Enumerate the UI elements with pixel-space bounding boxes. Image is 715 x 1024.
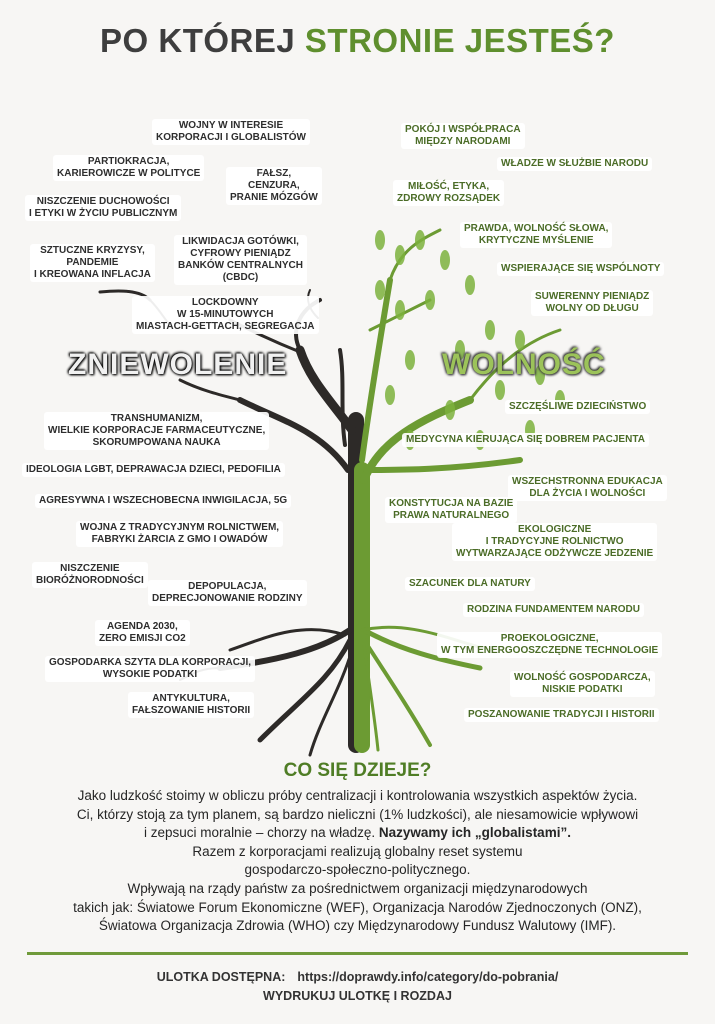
right-item: WŁADZE W SŁUŻBIE NARODU xyxy=(497,157,652,171)
body-line: Razem z korporacjami realizują globalny reset systemu xyxy=(192,843,523,859)
footer-label: ULOTKA DOSTĘPNA: xyxy=(156,970,286,984)
footer-availability xyxy=(0,970,715,984)
right-item: WSPIERAJĄCE SIĘ WSPÓLNOTY xyxy=(497,262,664,276)
body-line: Wpływają na rządy państw za pośrednictwem organizacji międzynarodowych xyxy=(127,880,588,896)
title-part-green: STRONIE JESTEŚ? xyxy=(304,22,615,59)
right-item: RODZINA FUNDAMENTEM NARODU xyxy=(463,603,644,617)
right-item: KONSTYTUCJA NA BAZIE PRAWA NATURALNEGO xyxy=(385,497,517,523)
right-item: MEDYCYNA KIERUJĄCA SIĘ DOBREM PACJENTA xyxy=(402,433,649,447)
left-item: NISZCZENIE DUCHOWOŚCI I ETYKI W ŻYCIU PUBLICZNYM xyxy=(25,195,181,221)
right-item: SZCZĘŚLIWE DZIECIŃSTWO xyxy=(505,400,650,414)
right-item: SZACUNEK DLA NATURY xyxy=(405,577,535,591)
body-line: gospodarczo-społeczno-politycznego. xyxy=(244,862,471,878)
left-item: LOCKDOWNY W 15-MINUTOWYCH MIASTACH-GETTACH, SEGREGACJA xyxy=(132,296,319,334)
left-item: WOJNA Z TRADYCYJNYM ROLNICTWEM, FABRYKI ŻARCIA Z GMO I OWADÓW xyxy=(76,521,283,547)
body-text-run: i zepsuci moralnie – chorzy na władzę. xyxy=(144,825,379,841)
body-paragraph xyxy=(20,787,695,936)
left-item: ANTYKULTURA, FAŁSZOWANIE HISTORII xyxy=(128,692,254,718)
body-line: takich jak: Światowe Forum Ekonomiczne (WEF), Organizacja Narodów Zjednoczonych (ONZ), xyxy=(73,899,642,915)
body-line: Jako ludzkość stoimy w obliczu próby centralizacji i kontrolowania wszystkich aspektów życia. xyxy=(77,788,638,803)
left-item: WOJNY W INTERESIE KORPORACJI I GLOBALISTÓW xyxy=(152,119,310,145)
right-item: WOLNOŚĆ GOSPODARCZA, NISKIE PODATKI xyxy=(510,671,655,697)
left-item: GOSPODARKA SZYTA DLA KORPORACJI, WYSOKIE PODATKI xyxy=(45,656,255,682)
right-item: SUWERENNY PIENIĄDZ WOLNY OD DŁUGU xyxy=(531,290,653,316)
left-item: DEPOPULACJA, DEPRECJONOWANIE RODZINY xyxy=(148,580,307,606)
right-item: PRAWDA, WOLNOŚĆ SŁOWA, KRYTYCZNE MYŚLENIE xyxy=(460,222,612,248)
left-item: AGRESYWNA I WSZECHOBECNA INWIGILACJA, 5G xyxy=(35,494,291,508)
right-item: EKOLOGICZNE I TRADYCYJNE ROLNICTWO WYTWARZAJĄCE ODŻYWCZE JEDZENIE xyxy=(452,523,657,561)
left-item: NISZCZENIE BIORÓŻNORODNOŚCI xyxy=(32,562,148,588)
left-item: AGENDA 2030, ZERO EMISJI CO2 xyxy=(95,620,190,646)
side-label-enslavement: ZNIEWOLENIE xyxy=(68,348,288,381)
left-item: FAŁSZ, CENZURA, PRANIE MÓZGÓW xyxy=(226,167,322,205)
right-item: POSZANOWANIE TRADYCJI I HISTORII xyxy=(464,708,659,722)
right-item: PROEKOLOGICZNE, W TYM ENERGOOSZCZĘDNE TECHNOLOGIE xyxy=(437,632,662,658)
body-emphasis: Nazywamy ich „globalistami”. xyxy=(378,825,571,841)
body-line: Światowa Organizacja Zdrowia (WHO) czy Międzynarodowy Fundusz Walutowy (IMF). xyxy=(98,918,617,934)
title-part-dark: PO KTÓREJ xyxy=(100,22,305,59)
side-label-freedom: WOLNOŚĆ xyxy=(442,348,606,381)
right-item: POKÓJ I WSPÓŁPRACA MIĘDZY NARODAMI xyxy=(401,123,525,149)
left-item: SZTUCZNE KRYZYSY, PANDEMIE I KREOWANA INFLACJA xyxy=(30,244,155,282)
left-item: PARTIOKRACJA, KARIEROWICZE W POLITYCE xyxy=(53,155,204,181)
left-item: LIKWIDACJA GOTÓWKI, CYFROWY PIENIĄDZ BANKÓW CENTRALNYCH (CBDC) xyxy=(174,235,307,285)
right-item: MIŁOŚĆ, ETYKA, ZDROWY ROZSĄDEK xyxy=(393,180,504,206)
body-line: Ci, którzy stoją za tym planem, są bardzo nieliczni (1% ludzkości), ale niesamowicie wpływowi xyxy=(76,806,639,822)
left-item: TRANSHUMANIZM, WIELKIE KORPORACJE FARMACEUTYCZNE, SKORUMPOWANA NAUKA xyxy=(44,412,269,450)
section-title: CO SIĘ DZIEJE? xyxy=(283,760,432,781)
left-item: IDEOLOGIA LGBT, DEPRAWACJA DZIECI, PEDOFILIA xyxy=(22,463,285,477)
divider-rule xyxy=(27,952,688,955)
right-item: WSZECHSTRONNA EDUKACJA DLA ŻYCIA I WOLNOŚCI xyxy=(508,475,667,501)
footer-link[interactable]: https://doprawdy.info/category/do-pobrania/ xyxy=(297,970,559,984)
body-line xyxy=(20,824,695,843)
footer-call-to-action: WYDRUKUJ ULOTKĘ I ROZDAJ xyxy=(263,989,452,1003)
